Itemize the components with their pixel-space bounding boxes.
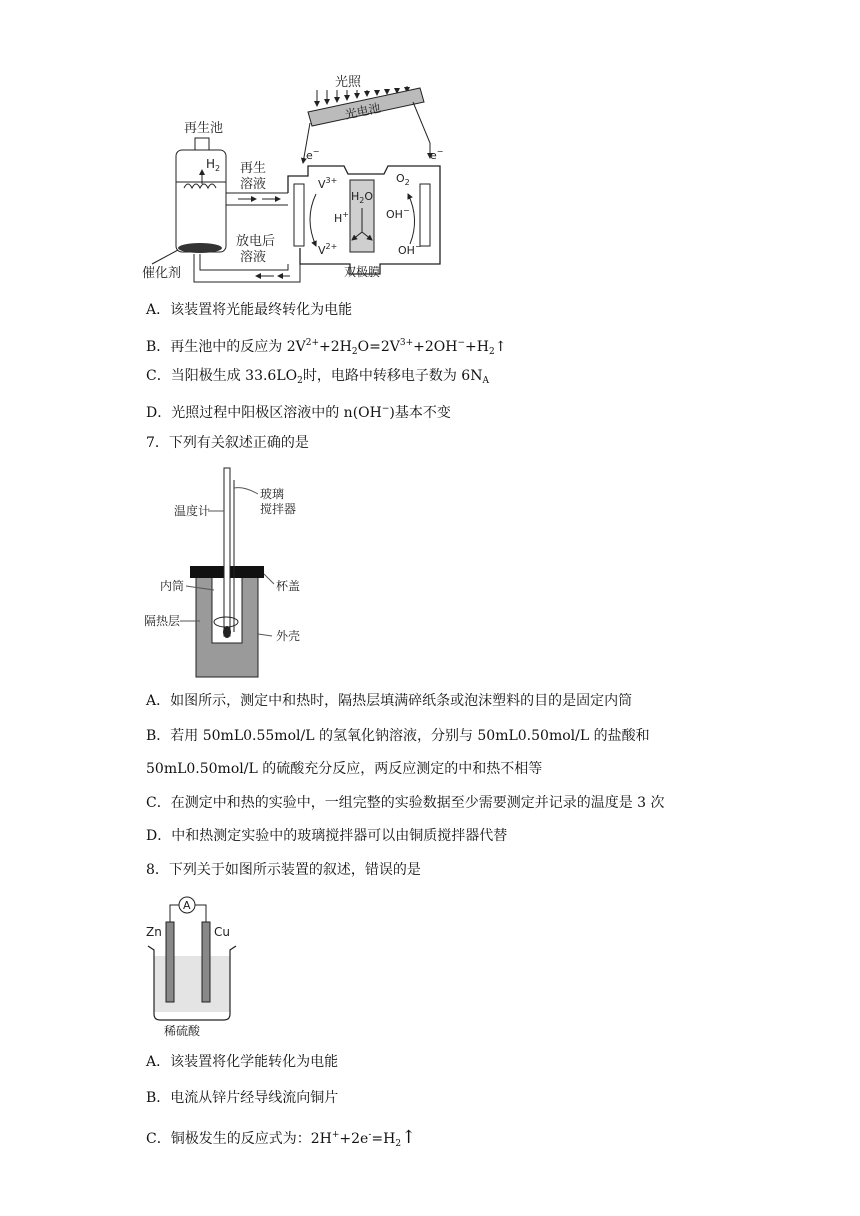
q6-option-a: A．该装置将光能最终转化为电能: [146, 302, 353, 318]
stirrer-label-2: 搅拌器: [260, 502, 297, 516]
q8-stem: 8．下列关于如图所示装置的叙述，错误的是: [146, 862, 421, 878]
cu-label: Cu: [214, 925, 230, 939]
q8-option-c: C．铜极发生的反应式为：$2H^++2e^-=H_2↑$: [146, 1127, 417, 1149]
regen-pool-label: 再生池: [184, 121, 224, 136]
inner-cup-label: 内筒: [160, 579, 185, 593]
q7-option-c: C．在测定中和热的实验中，一组完整的实验数据至少需要测定并记录的温度是 3 次: [146, 795, 665, 811]
q7-option-b-line-2: 50mL0.50mol/L 的硫酸充分反应，两反应测定的中和热不相等: [146, 761, 543, 777]
dilute-sulfuric-acid: [154, 956, 230, 1012]
regen-solution-label-2: 溶液: [240, 177, 267, 192]
q6-option-d: D．光照过程中阳极区溶液中的 n(OH−)基本不变: [146, 404, 451, 421]
oh-ion-1: OH−: [386, 206, 410, 221]
left-electrode: [294, 184, 304, 246]
acid-label: 稀硫酸: [164, 1024, 201, 1038]
right-electrode: [420, 184, 430, 246]
discharged-label-2: 溶液: [240, 250, 267, 265]
h2-gas: $H_2$: [206, 157, 221, 173]
water: $H_2O$: [351, 190, 374, 205]
v2-ion: $V^{2+}$: [318, 242, 338, 257]
thermometer-label: 温度计: [174, 504, 211, 518]
v3-ion: $V^{3+}$: [318, 176, 338, 191]
catalyst-layer: [178, 243, 222, 253]
oh-ion-2: OH−: [398, 242, 422, 257]
q8-option-a: A．该装置将化学能转化为电能: [146, 1054, 339, 1070]
q7-option-b-line-1: B．若用 50mL0.55mol/L 的氢氧化钠溶液，分别与 50mL0.50mol/L 的盐酸和: [146, 728, 650, 744]
thermometer: [224, 468, 230, 636]
solar-cell-label: 光电池: [343, 100, 382, 122]
catalyst-label: 催化剂: [142, 266, 182, 281]
q6-option-c: C．当阳极生成 $33.6LO_2$时，电路中转移电子数为 $6N_A$: [146, 368, 489, 386]
q6-option-b: B．再生池中的反应为 $2V^{2+}+2H_2O=2V^{3+}+2OH^-+H_2↑$: [146, 338, 507, 357]
copper-electrode: [202, 922, 210, 1002]
regen-solution-label-1: 再生: [240, 161, 267, 176]
lid-label: 杯盖: [276, 579, 301, 593]
q7-calorimeter-figure: [140, 462, 340, 684]
electron-right: e−: [430, 147, 444, 162]
h-plus-ion: H+: [334, 210, 349, 225]
q7-option-d: D．中和热测定实验中的玻璃搅拌器可以由铜质搅拌器代替: [146, 828, 508, 844]
bipolar-membrane-label: 双极膜: [344, 265, 381, 279]
light-label: 光照: [335, 75, 362, 90]
q6-electrolysis-figure: [140, 68, 460, 290]
shell-label: 外壳: [276, 629, 301, 643]
q7-option-a: A．如图所示，测定中和热时，隔热层填满碎纸条或泡沫塑料的目的是固定内筒: [146, 693, 633, 709]
q7-stem: 7．下列有关叙述正确的是: [146, 435, 309, 451]
zinc-electrode: [166, 922, 174, 1002]
stirrer-label-1: 玻璃: [260, 487, 285, 501]
discharged-label-1: 放电后: [236, 234, 276, 249]
q8-option-b: B．电流从锌片经导线流向铜片: [146, 1090, 339, 1106]
q8-galvanic-cell-figure: [140, 892, 250, 1042]
insulation-label: 隔热层: [144, 614, 181, 628]
ammeter-label: A: [183, 899, 191, 912]
electron-left: e−: [306, 147, 320, 162]
o2-gas: $O_2$: [396, 172, 410, 187]
zn-label: Zn: [146, 925, 162, 939]
